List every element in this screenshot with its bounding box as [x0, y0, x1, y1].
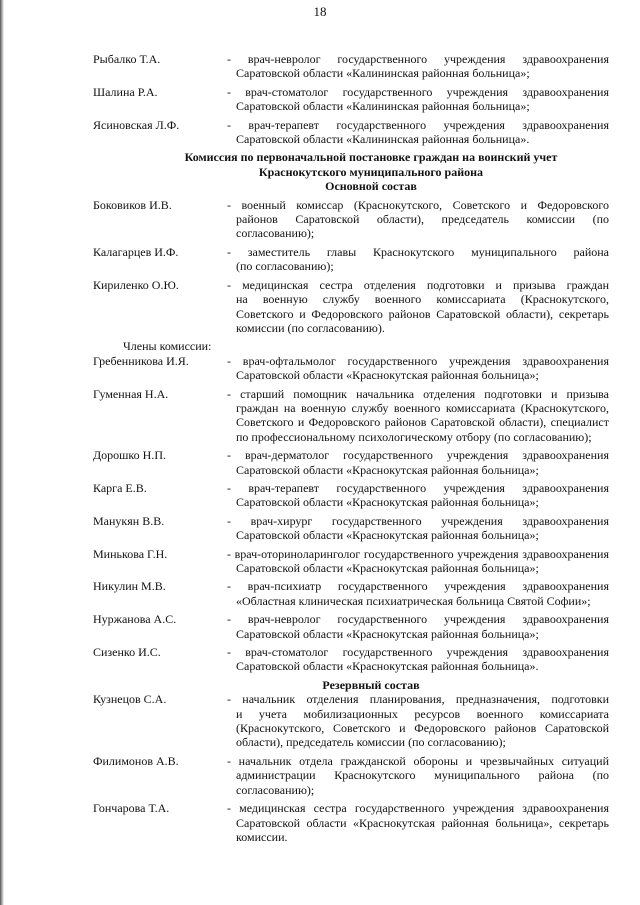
person-name: Карга Е.В.: [93, 480, 147, 495]
role-continuation: Саратовской области «Краснокутская районная больница»;: [236, 462, 539, 477]
list-item: [93, 245, 609, 274]
person-role: [227, 645, 609, 674]
role-first-line: - врач-офтальмолог государственного учреждения здравоохранения: [227, 353, 609, 368]
list-item: [93, 52, 609, 81]
role-continuation: Саратовской области «Краснокутская районная больница»;: [236, 528, 539, 543]
list-item: [93, 448, 609, 477]
person-role: [227, 52, 609, 81]
list-item: [93, 514, 609, 543]
person-name: Филимонов А.В.: [93, 753, 179, 768]
person-role: [227, 514, 609, 543]
role-first-line: - врач-хирург государственного учреждения здравоохранения: [227, 513, 609, 528]
role-first-line: - медицинская сестра отделения подготовки и призыва граждан: [227, 277, 609, 292]
commission-subheading: Краснокутского муниципального района: [258, 164, 484, 179]
role-continuation: Саратовской области «Краснокутская районная больница»;: [236, 626, 539, 641]
role-first-line: - врач-психиатр государственного учреждения здравоохранения: [227, 579, 609, 594]
list-item: [93, 481, 609, 510]
role-continuation: Саратовской области «Краснокутская районная больница»;: [236, 495, 539, 510]
list-item: [93, 387, 609, 445]
person-name: Гуменная Н.А.: [93, 386, 169, 401]
list-block-1: [93, 52, 609, 150]
list-item: [93, 198, 609, 241]
person-role: [227, 481, 609, 510]
person-name: Манукян В.В.: [93, 513, 165, 528]
role-continuation: Саратовской области «Калининская районная больница».: [236, 132, 530, 147]
person-name: Ясиновская Л.Ф.: [93, 117, 180, 132]
role-continuation: на военную службу военного комиссариата (Краснокутского, Советского и Федоровского районов Саратовской области), секретарь комиссии (по согласованию).: [236, 292, 609, 335]
person-role: [227, 692, 609, 750]
role-first-line: - врач-невролог государственного учреждения здравоохранения: [227, 612, 609, 627]
role-continuation: Саратовской области «Краснокутская районная больница», секретарь комиссии.: [236, 815, 609, 844]
list-item: [93, 547, 609, 576]
list-item: [93, 612, 609, 641]
main-composition-heading: Основной состав: [325, 179, 417, 194]
role-first-line: - начальник отдела гражданской обороны и чрезвычайных ситуаций: [227, 753, 609, 768]
role-continuation: Саратовской области «Калининская районная больница»;: [236, 99, 530, 114]
role-first-line: - врач-стоматолог государственного учреждения здравоохранения: [227, 645, 609, 660]
person-role: [227, 354, 609, 383]
person-name: Дорошко Н.П.: [93, 448, 166, 463]
role-first-line: - начальник отделения планирования, предназначения, подготовки: [227, 692, 609, 707]
person-role: [227, 278, 609, 336]
role-first-line: - заместитель главы Краснокутского муниципального района: [227, 244, 609, 259]
list-item: [93, 85, 609, 114]
person-role: [227, 579, 609, 608]
person-name: Никулин М.В.: [93, 579, 166, 594]
person-name: Шалина Р.А.: [93, 84, 158, 99]
list-item: [93, 801, 609, 844]
list-item: [93, 692, 609, 750]
role-first-line: - военный комиссар (Краснокутского, Советского и Федоровского: [227, 197, 609, 212]
role-first-line: - врач-дерматолог государственного учреждения здравоохранения: [227, 448, 609, 463]
role-continuation: администрации Краснокутского муниципального района (по согласованию);: [236, 768, 609, 797]
list-members: [93, 354, 609, 678]
list-reserve: [93, 692, 609, 848]
document-body: [93, 52, 609, 848]
person-name: Рыбалко Т.А.: [93, 52, 161, 66]
person-name: Гребенникова И.Я.: [93, 353, 189, 368]
person-role: [227, 612, 609, 641]
role-continuation: Саратовской области «Калининская районная больница»;: [236, 66, 530, 81]
list-item: [93, 754, 609, 797]
person-role: [227, 754, 609, 797]
person-name: Нуржанова А.С.: [93, 612, 177, 627]
person-name: Сизенко И.С.: [93, 645, 161, 660]
role-continuation: Саратовской области «Краснокутская районная больница»;: [236, 368, 539, 383]
person-name: Боковиков И.В.: [93, 197, 172, 212]
role-continuation: Саратовской области «Краснокутская районная больница»;: [236, 561, 539, 575]
list-item: [93, 354, 609, 383]
person-role: [227, 118, 609, 147]
person-role: [227, 801, 609, 844]
person-name: Калагарцев И.Ф.: [93, 244, 179, 259]
role-first-line: - медицинская сестра государственного учреждения здравоохранения: [227, 801, 609, 816]
person-role: [227, 448, 609, 477]
role-continuation: «Областная клиническая психиатрическая больница Святой Софии»;: [236, 593, 591, 608]
person-name: Минькова Г.Н.: [93, 546, 168, 561]
role-first-line: - старший помощник начальника отделения подготовки и призыва: [227, 386, 609, 401]
role-continuation: Саратовской области «Краснокутская районная больница».: [236, 659, 539, 674]
reserve-composition-heading: Резервный состав: [322, 677, 420, 692]
role-continuation: и учета мобилизационных ресурсов военного комиссариата (Краснокутского, Советского и Федоровского районов Саратовской области), председатель комиссии (по согласованию);: [236, 706, 609, 750]
members-label: Члены комиссии:: [123, 339, 212, 354]
person-role: [227, 245, 609, 274]
person-role: [227, 85, 609, 114]
role-first-line: - врач-оториноларинголог государственного учреждения здравоохранения: [227, 546, 609, 561]
commission-heading: Комиссия по первоначальной постановке граждан на воинский учет: [184, 150, 558, 165]
role-continuation: граждан на военную службу военного комиссариата (Краснокутского, Советского и Федоровского районов Саратовской области), специалист по профессиональному психологическому отбору (по согласованию);: [236, 400, 609, 444]
role-first-line: - врач-терапевт государственного учреждения здравоохранения: [227, 480, 609, 495]
page-number: 18: [313, 4, 327, 19]
person-name: Гончарова Т.А.: [93, 801, 170, 816]
role-first-line: - врач-невролог государственного учреждения здравоохранения: [227, 52, 609, 66]
person-role: [227, 387, 609, 445]
list-item: [93, 645, 609, 674]
list-item: [93, 579, 609, 608]
scan-edge: [0, 0, 4, 905]
role-first-line: - врач-стоматолог государственного учреждения здравоохранения: [227, 84, 609, 99]
list-item: [93, 118, 609, 147]
role-continuation: (по согласованию);: [236, 259, 334, 274]
person-role: [227, 198, 609, 241]
role-continuation: районов Саратовской области), председатель комиссии (по согласованию);: [236, 212, 609, 241]
list-main: [93, 198, 609, 340]
person-name: Кириленко О.Ю.: [93, 277, 179, 292]
person-role: [227, 547, 609, 576]
list-item: [93, 278, 609, 336]
role-first-line: - врач-терапевт государственного учреждения здравоохранения: [227, 117, 609, 132]
person-name: Кузнецов С.А.: [93, 692, 167, 707]
